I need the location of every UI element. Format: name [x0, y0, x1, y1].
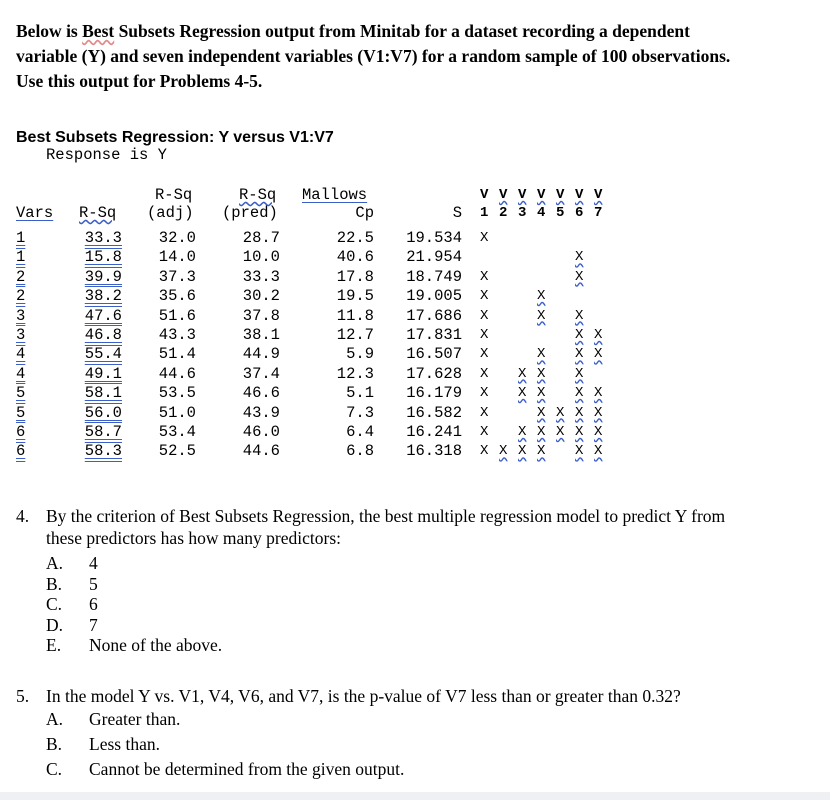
- header-v-top: V: [556, 187, 565, 203]
- row-vars: 3: [16, 326, 26, 344]
- header-pred: (pred): [222, 204, 278, 222]
- row-vars: 2: [16, 267, 26, 286]
- row-s: 17.628: [406, 364, 462, 383]
- row-rsq-pred: 44.6: [242, 442, 280, 461]
- header-v-num: 5: [556, 205, 565, 221]
- row-rsq-pred: 37.8: [242, 306, 280, 325]
- row-mallows-cp: 11.8: [336, 306, 374, 325]
- row-vars: 5: [16, 403, 26, 422]
- header-v-num: 2: [499, 205, 508, 221]
- row-s: 19.005: [406, 287, 462, 306]
- row-rsq-adj: 35.6: [158, 287, 196, 306]
- row-predictor-mark: X: [594, 346, 603, 363]
- row-mallows-cp: 7.3: [346, 403, 374, 422]
- header-v-top: V: [480, 187, 489, 203]
- spelling-mark: Best: [82, 21, 115, 41]
- row-predictor-mark: X: [480, 365, 489, 382]
- header-v-num: 7: [594, 205, 603, 221]
- row-rsq: 46.8: [84, 326, 122, 344]
- header-v-num: 6: [575, 205, 584, 221]
- row-predictor-mark: X: [594, 443, 603, 460]
- option-text: 5: [89, 573, 98, 594]
- row-predictor-mark: X: [480, 346, 489, 363]
- header-v-num: 4: [537, 205, 546, 221]
- row-predictor-mark: X: [575, 346, 584, 363]
- row-rsq-pred: 10.0: [242, 248, 280, 267]
- row-predictor-mark: X: [575, 268, 584, 285]
- row-rsq: 38.2: [84, 287, 122, 306]
- row-s: 16.507: [406, 345, 462, 364]
- row-predictor-mark: X: [594, 327, 603, 343]
- option-text: 4: [89, 553, 98, 573]
- header-vars: Vars: [16, 204, 54, 222]
- row-s: 19.534: [406, 229, 462, 247]
- row-mallows-cp: 17.8: [336, 267, 374, 286]
- option-letter: A.: [46, 553, 64, 573]
- row-s: 17.686: [406, 306, 462, 325]
- row-predictor-mark: X: [537, 404, 546, 421]
- option-letter: D.: [46, 614, 64, 635]
- intro-paragraph: [16, 19, 816, 94]
- option-letter: C.: [46, 594, 63, 614]
- row-vars: 5: [16, 384, 26, 403]
- option-letter: E.: [46, 635, 62, 655]
- row-rsq-adj: 53.4: [158, 423, 196, 441]
- q5-line-1: In the model Y vs. V1, V4, V6, and V7, is the p-value of V7 less than or greater than 0.32?: [46, 686, 681, 706]
- row-predictor-mark: X: [480, 288, 489, 305]
- row-predictor-mark: X: [575, 365, 584, 382]
- header-v-top: V: [537, 187, 546, 203]
- q4-line-2: these predictors has how many predictors:: [46, 528, 341, 548]
- row-mallows-cp: 12.7: [336, 326, 374, 344]
- row-predictor-mark: X: [556, 404, 565, 421]
- row-s: 16.318: [406, 442, 462, 461]
- header-s: S: [452, 204, 462, 222]
- option-text: Less than.: [89, 734, 160, 754]
- row-rsq-pred: 38.1: [242, 326, 280, 344]
- row-rsq-adj: 44.6: [158, 364, 196, 383]
- row-rsq: 33.3: [84, 229, 122, 247]
- row-s: 21.954: [406, 248, 462, 267]
- header-rsq-pred-top: R-Sq: [239, 186, 277, 204]
- row-s: 16.179: [406, 384, 462, 403]
- row-predictor-mark: X: [575, 385, 584, 402]
- row-rsq: 39.9: [84, 267, 122, 286]
- option-text: Greater than.: [89, 709, 181, 729]
- row-predictor-mark: X: [480, 443, 489, 460]
- row-s: 17.831: [406, 326, 462, 344]
- row-predictor-mark: X: [480, 307, 489, 324]
- row-rsq-pred: 30.2: [242, 287, 280, 306]
- row-rsq-adj: 51.6: [158, 306, 196, 325]
- row-rsq-adj: 53.5: [158, 384, 196, 403]
- row-predictor-mark: X: [480, 268, 489, 285]
- intro-line-3: Use this output for Problems 4-5.: [16, 71, 263, 91]
- option-text: 7: [89, 614, 98, 635]
- row-predictor-mark: X: [537, 288, 546, 305]
- row-s: 18.749: [406, 267, 462, 286]
- row-rsq-pred: 44.9: [242, 345, 280, 364]
- row-rsq-pred: 33.3: [242, 267, 280, 286]
- row-predictor-mark: X: [480, 230, 489, 246]
- option-letter: B.: [46, 734, 63, 754]
- row-rsq: 55.4: [84, 345, 122, 364]
- intro-line-1: Below is Best Subsets Regression output from Minitab for a dataset recording a dependent: [16, 21, 690, 41]
- row-predictor-mark: X: [537, 307, 546, 324]
- row-vars: 2: [16, 287, 26, 306]
- row-s: 16.241: [406, 423, 462, 441]
- row-predictor-mark: X: [537, 346, 546, 363]
- row-predictor-mark: X: [575, 404, 584, 421]
- q4-number: 4.: [16, 506, 30, 526]
- row-predictor-mark: X: [518, 365, 527, 382]
- row-rsq-adj: 32.0: [158, 229, 196, 247]
- row-predictor-mark: X: [537, 385, 546, 402]
- row-mallows-cp: 22.5: [336, 229, 374, 247]
- option-letter: A.: [46, 709, 64, 729]
- row-rsq: 15.8: [84, 248, 122, 267]
- row-rsq-pred: 46.0: [242, 423, 280, 441]
- row-rsq-adj: 43.3: [158, 326, 196, 344]
- header-v-top: V: [594, 187, 603, 203]
- row-vars: 1: [16, 248, 26, 267]
- row-predictor-mark: X: [480, 327, 489, 343]
- row-predictor-mark: X: [594, 404, 603, 421]
- row-mallows-cp: 12.3: [336, 364, 374, 383]
- row-rsq-adj: 37.3: [158, 267, 196, 286]
- row-vars: 1: [16, 229, 26, 247]
- row-predictor-mark: X: [594, 385, 603, 402]
- row-predictor-mark: X: [537, 443, 546, 460]
- row-rsq-pred: 46.6: [242, 384, 280, 403]
- row-predictor-mark: X: [537, 424, 546, 440]
- header-rsq: R-Sq: [79, 204, 117, 222]
- row-predictor-mark: X: [480, 404, 489, 421]
- row-predictor-mark: X: [480, 385, 489, 402]
- q5-number: 5.: [16, 686, 30, 706]
- option-letter: C.: [46, 759, 63, 779]
- row-rsq-adj: 52.5: [158, 442, 196, 461]
- row-predictor-mark: X: [480, 424, 489, 440]
- row-vars: 3: [16, 306, 26, 325]
- row-rsq-adj: 14.0: [158, 248, 196, 267]
- q4-line-1: By the criterion of Best Subsets Regression, the best multiple regression model to predict Y from: [46, 506, 726, 526]
- row-predictor-mark: X: [575, 307, 584, 324]
- row-rsq: 58.1: [84, 384, 122, 403]
- header-mallows-top: Mallows: [302, 186, 368, 204]
- header-v-top: V: [575, 187, 584, 203]
- option-text: None of the above.: [89, 635, 223, 655]
- row-rsq-adj: 51.4: [158, 345, 196, 364]
- row-predictor-mark: X: [556, 424, 565, 440]
- option-text: 6: [89, 594, 98, 614]
- row-predictor-mark: X: [575, 249, 584, 266]
- row-rsq: 58.3: [84, 442, 122, 461]
- header-v-num: 3: [518, 205, 527, 221]
- row-vars: 6: [16, 423, 26, 441]
- row-rsq-pred: 43.9: [242, 403, 280, 422]
- row-mallows-cp: 5.1: [346, 384, 374, 403]
- row-rsq-pred: 28.7: [242, 229, 280, 247]
- header-rsq-adj-top: R-Sq: [155, 186, 193, 204]
- header-adj: (adj): [147, 204, 194, 222]
- row-predictor-mark: X: [499, 443, 508, 460]
- row-vars: 4: [16, 364, 26, 383]
- header-v-top: V: [518, 187, 527, 203]
- row-rsq-adj: 51.0: [158, 403, 196, 422]
- row-rsq: 47.6: [84, 306, 122, 325]
- header-cp: Cp: [355, 204, 374, 222]
- header-v-num: 1: [480, 205, 489, 221]
- intro-line-2: variable (Y) and seven independent variables (V1:V7) for a random sample of 100 observations.: [16, 46, 731, 66]
- minitab-title: Best Subsets Regression: Y versus V1:V7: [16, 129, 334, 146]
- row-predictor-mark: X: [537, 365, 546, 382]
- row-rsq: 56.0: [84, 403, 122, 422]
- response-label: Response is Y: [46, 146, 167, 164]
- bottom-divider: [0, 792, 830, 800]
- row-predictor-mark: X: [575, 424, 584, 440]
- row-predictor-mark: X: [518, 385, 527, 402]
- row-predictor-mark: X: [594, 424, 603, 440]
- row-vars: 4: [16, 345, 26, 364]
- row-mallows-cp: 19.5: [336, 287, 374, 306]
- row-rsq-pred: 37.4: [242, 364, 280, 383]
- row-mallows-cp: 5.9: [346, 345, 374, 364]
- row-s: 16.582: [406, 403, 462, 422]
- row-predictor-mark: X: [518, 424, 527, 440]
- row-rsq: 49.1: [84, 364, 122, 383]
- header-v-top: V: [499, 187, 508, 203]
- row-mallows-cp: 40.6: [336, 248, 374, 267]
- row-mallows-cp: 6.8: [346, 442, 374, 461]
- row-predictor-mark: X: [575, 327, 584, 343]
- option-text: Cannot be determined from the given output.: [89, 759, 405, 779]
- row-vars: 6: [16, 442, 26, 461]
- row-mallows-cp: 6.4: [346, 423, 374, 441]
- row-predictor-mark: X: [518, 443, 527, 460]
- option-letter: B.: [46, 573, 63, 594]
- row-rsq: 58.7: [84, 423, 122, 441]
- row-predictor-mark: X: [575, 443, 584, 460]
